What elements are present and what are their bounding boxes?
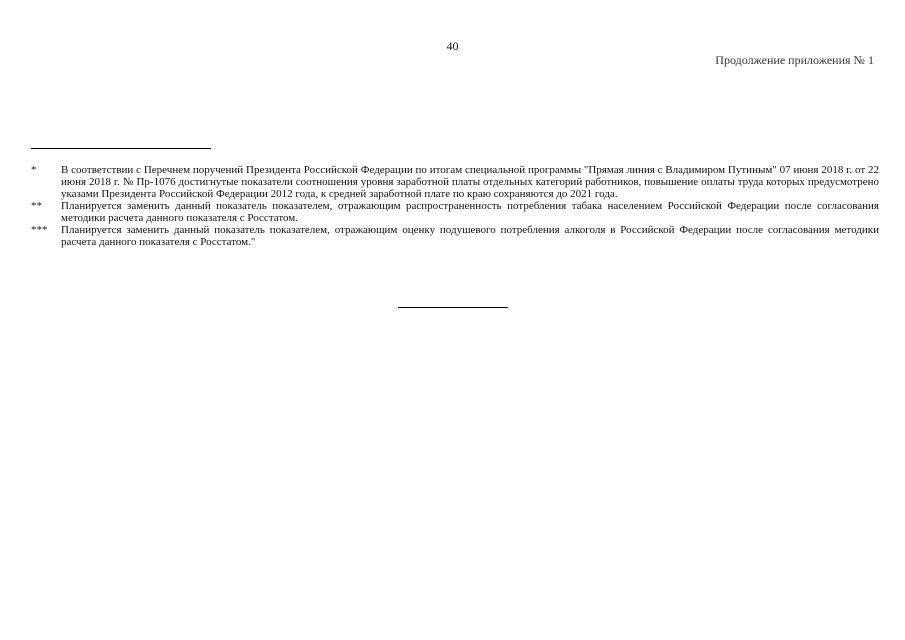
footnote-3 (31, 224, 879, 248)
page-number: 40 (446, 39, 459, 53)
closing-separator (398, 307, 508, 308)
footnote-mark: * (31, 164, 37, 176)
footnote-text: Планируется заменить данный показатель показателем, отражающим распространенность потребления табака населением Российской Федерации после согласования методики расчета данного показателя с Росстатом. (61, 200, 879, 224)
footnote-separator (31, 148, 211, 149)
footnote-text: В соответствии с Перечнем поручений Президента Российской Федерации по итогам специальной программы "Прямая линия с Владимиром Путиным" 07 июня 2018 г. от 22 июня 2018 г. № Пр-1076 достигнутые показатели соотношения уровня заработной платы отдельных категорий работников, повышение оплаты труда которых предусмотрено указами Президента Российской Федерации 2012 года, к средней заработной плате по краю сохраняются до 2021 года. (61, 164, 879, 200)
footnote-1 (31, 164, 879, 200)
footnote-mark: *** (31, 224, 48, 236)
footnotes-block (31, 164, 879, 248)
appendix-continuation-label: Продолжение приложения № 1 (715, 53, 874, 67)
footnote-text: Планируется заменить данный показатель показателем, отражающим оценку подушевого потребления алкоголя в Российской Федерации после согласования методики расчета данного показателя с Росстатом." (61, 224, 879, 248)
footnote-2 (31, 200, 879, 224)
footnote-mark: ** (31, 200, 42, 212)
